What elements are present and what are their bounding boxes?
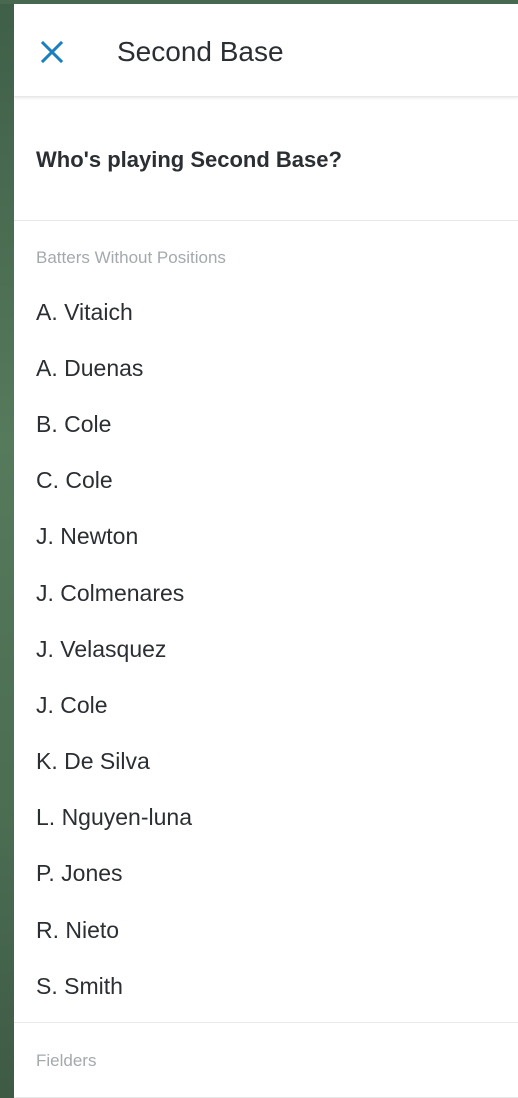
position-question: Who's playing Second Base? [36,147,342,172]
player-name: K. De Silva [36,748,150,775]
section-header-fielders: Fielders [36,1051,97,1070]
player-name: J. Cole [36,691,108,718]
background-left-edge [0,0,14,1098]
player-name: P. Jones [36,860,123,887]
player-name: L. Nguyen-luna [36,804,192,831]
player-item[interactable] [14,565,518,621]
player-item[interactable] [14,790,518,846]
close-icon [36,36,68,68]
app-bar [14,4,518,97]
player-item[interactable] [14,902,518,958]
player-item[interactable] [14,396,518,452]
player-name: J. Newton [36,523,139,550]
divider [14,220,518,221]
player-name: C. Cole [36,467,113,494]
player-name: J. Colmenares [36,579,185,606]
player-name: A. Duenas [36,354,144,381]
close-button[interactable] [36,36,68,68]
player-name: J. Velasquez [36,635,167,662]
player-item[interactable] [14,453,518,509]
player-name: R. Nieto [36,916,120,943]
player-item[interactable] [14,509,518,565]
divider [14,1022,518,1023]
player-item[interactable] [14,677,518,733]
player-item[interactable] [14,284,518,340]
player-name: B. Cole [36,410,112,437]
player-name: A. Vitaich [36,298,133,325]
player-item[interactable] [14,846,518,902]
player-name: S. Smith [36,972,123,999]
position-picker-sheet [14,4,518,1098]
player-item[interactable] [14,734,518,790]
page-title: Second Base [117,36,284,67]
batters-list [14,284,518,1014]
player-item[interactable] [14,340,518,396]
player-item[interactable] [14,958,518,1014]
section-header-batters-without-positions: Batters Without Positions [36,248,226,267]
player-item[interactable] [14,621,518,677]
